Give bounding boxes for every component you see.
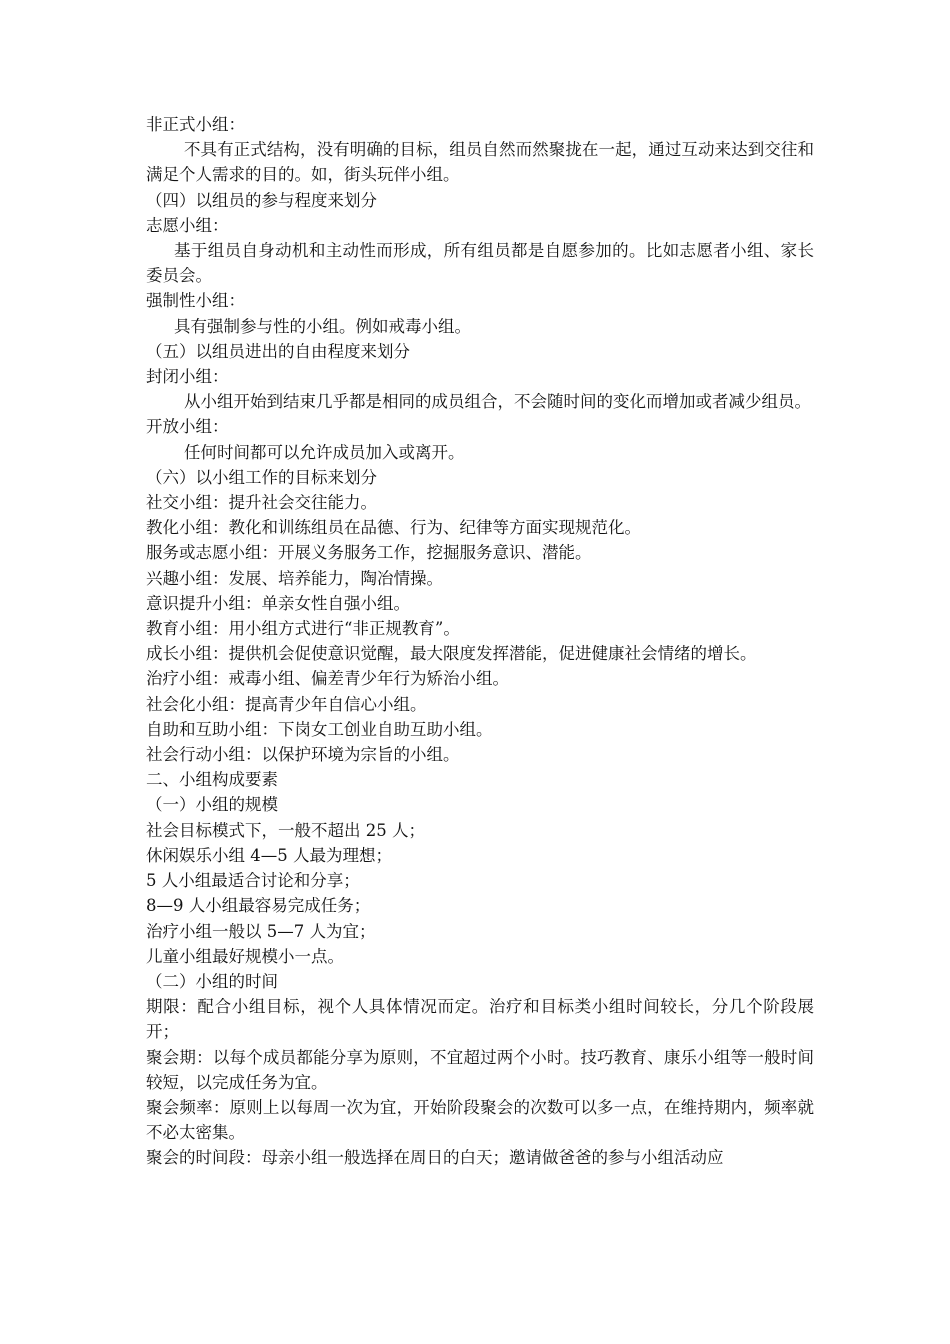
list-item-socialization-group: 社会化小组：提高青少年自信心小组。: [146, 694, 427, 714]
paragraph-informal-group: 不具有正式结构，没有明确的目标，组员自然而然聚拢在一起，通过互动来达到交往和满足个人需求的目的。如，街头玩伴小组。: [146, 140, 814, 185]
list-item-education-group: 教化小组：教化和训练组员在品德、行为、纪律等方面实现规范化。: [146, 518, 641, 538]
list-item-growth-group: 成长小组：提供机会促使意识觉醒，最大限度发挥潜能，促进健康社会情绪的增长。: [146, 644, 757, 664]
list-item-size-therapy: 治疗小组一般以 5—7 人为宜；: [146, 921, 376, 941]
heading-participation: （四）以组员的参与程度来划分: [146, 190, 377, 210]
list-item-size-social-goal: 社会目标模式下，一般不超出 25 人；: [146, 820, 425, 840]
list-item-social-action-group: 社会行动小组：以保护环境为宗旨的小组。: [146, 745, 460, 765]
heading-size: （一）小组的规模: [146, 795, 278, 815]
section-label-informal-group: 非正式小组：: [146, 115, 245, 134]
list-item-awareness-group: 意识提升小组：单亲女性自强小组。: [146, 593, 410, 613]
paragraph-voluntary-group: 基于组员自身动机和主动性而形成，所有组员都是自愿参加的。比如志愿者小组、家长委员会。: [146, 241, 814, 286]
list-item-size-task: 8—9 人小组最容易完成任务；: [146, 896, 371, 916]
paragraph-closed-group: 从小组开始到结束几乎都是相同的成员组合，不会随时间的变化而增加或者减少组员。: [183, 392, 811, 412]
section-label-voluntary-group: 志愿小组：: [146, 215, 229, 235]
list-item-size-children: 儿童小组最好规模小一点。: [146, 946, 344, 966]
list-item-size-leisure: 休闲娱乐小组 4—5 人最为理想；: [146, 845, 392, 865]
list-item-therapy-group: 治疗小组：戒毒小组、偏差青少年行为矫治小组。: [146, 669, 509, 689]
document-body: [146, 112, 814, 1171]
list-item-teaching-group: 教育小组：用小组方式进行“非正规教育”。: [146, 619, 460, 639]
section-label-mandatory-group: 强制性小组：: [146, 291, 245, 311]
paragraph-mandatory-group: 具有强制参与性的小组。例如戒毒小组。: [174, 316, 472, 336]
paragraph-frequency: 聚会频率：原则上以每周一次为宜，开始阶段聚会的次数可以多一点，在维持期内，频率就不必太密集。: [146, 1097, 814, 1143]
list-item-interest-group: 兴趣小组：发展、培养能力，陶冶情操。: [146, 568, 443, 588]
section-label-open-group: 开放小组：: [146, 417, 229, 437]
paragraph-open-group: 任何时间都可以允许成员加入或离开。: [183, 442, 465, 462]
heading-freedom: （五）以组员进出的自由程度来划分: [146, 341, 410, 361]
heading-goal: （六）以小组工作的目标来划分: [146, 467, 377, 487]
paragraph-session-length: 聚会期：以每个成员都能分享为原则，不宜超过两个小时。技巧教育、康乐小组等一般时间较短，以完成任务为宜。: [146, 1047, 814, 1092]
paragraph-duration: 期限：配合小组目标，视个人具体情况而定。治疗和目标类小组时间较长，分几个阶段展开；: [146, 997, 814, 1042]
heading-time: （二）小组的时间: [146, 971, 278, 991]
section-label-closed-group: 封闭小组：: [146, 367, 229, 387]
list-item-size-discussion: 5 人小组最适合讨论和分享；: [146, 871, 360, 891]
list-item-self-help-group: 自助和互助小组：下岗女工创业自助互助小组。: [146, 719, 493, 739]
list-item-service-group: 服务或志愿小组：开展义务服务工作，挖掘服务意识、潜能。: [146, 543, 592, 563]
heading-composition: 二、小组构成要素: [146, 770, 278, 790]
paragraph-time-slot: 聚会的时间段：母亲小组一般选择在周日的白天；邀请做爸爸的参与小组活动应: [146, 1148, 724, 1168]
list-item-social-group: 社交小组：提升社会交往能力。: [146, 493, 377, 513]
